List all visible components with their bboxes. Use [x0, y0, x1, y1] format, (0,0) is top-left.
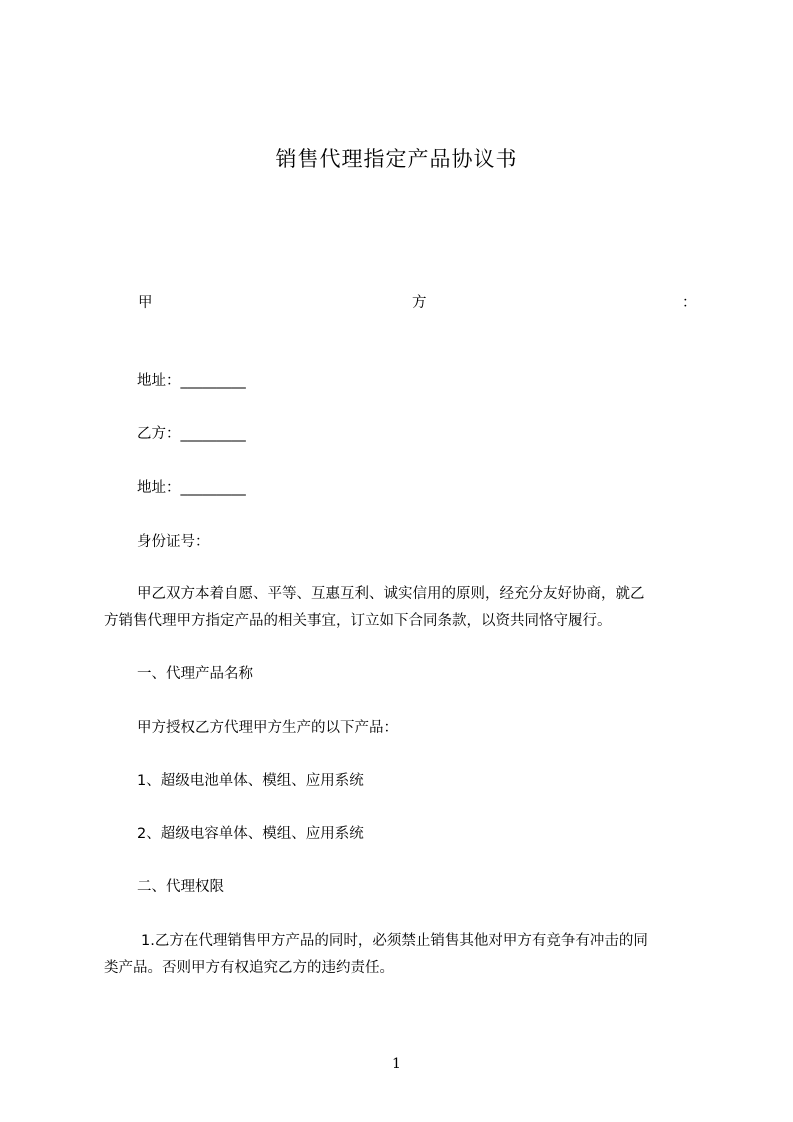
section-2-heading: 二、代理权限 [137, 879, 224, 895]
party-a-char1: 甲 [138, 295, 153, 311]
product-1: 1、超级电池单体、模组、应用系统 [137, 773, 364, 789]
document-title: 销售代理指定产品协议书 [275, 147, 518, 171]
party-a-line [138, 291, 697, 311]
party-a-char2: 方 [412, 295, 427, 311]
intro-line-1: 甲乙双方本着自愿、平等、互惠互利、诚实信用的原则，经充分友好协商，就乙 [137, 586, 645, 602]
clause-1-line-1: 1.乙方在代理销售甲方产品的同时，必须禁止销售其他对甲方有竞争有冲击的同 [141, 933, 648, 949]
id-number: 身份证号： [137, 534, 210, 550]
intro-line-2: 方销售代理甲方指定产品的相关事宜，订立如下合同条款，以资共同恪守履行。 [104, 613, 612, 629]
party-b: 乙方：_________ [137, 426, 246, 442]
clause-1-line-2: 类产品。否则甲方有权追究乙方的违约责任。 [104, 960, 394, 976]
section-1-heading: 一、代理产品名称 [137, 666, 253, 682]
address-b: 地址：_________ [137, 480, 246, 496]
address-a: 地址：_________ [137, 373, 246, 389]
page-number: 1 [392, 1056, 401, 1072]
section-1-intro: 甲方授权乙方代理甲方生产的以下产品： [137, 720, 398, 736]
product-2: 2、超级电容单体、模组、应用系统 [137, 826, 364, 842]
party-a-colon: ： [682, 295, 697, 311]
